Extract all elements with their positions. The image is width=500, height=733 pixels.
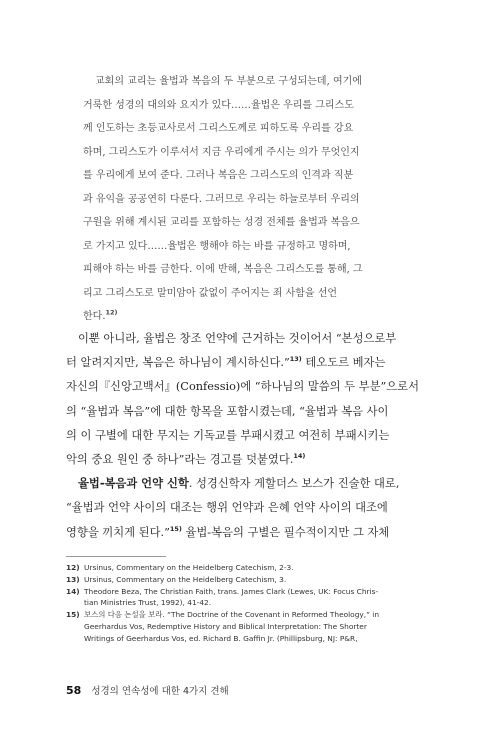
body-line: 이뿐 아니라, 율법은 창조 언약에 근거하는 것이어서 “본성으로부 <box>78 332 397 345</box>
footnote-line: Ursinus, Commentary on the Heidelberg Catechism, 3. <box>84 574 287 584</box>
body-line <box>66 448 423 472</box>
body-line: 자신의『신앙고백서』(Confessio)에 “하나님의 말씀의 두 부분”으로서 <box>66 380 420 394</box>
footnote-12 <box>66 562 423 574</box>
quote-line: 교회의 교리는 율법과 복음의 두 부분으로 구성되는데, 여기에 <box>95 76 362 87</box>
body-line <box>66 351 423 375</box>
body-line-text: 영향을 끼치게 된다.” <box>66 525 170 539</box>
footnote-text <box>84 562 423 574</box>
block-quote <box>83 70 403 329</box>
footnote-14 <box>66 586 423 610</box>
quote-line: 께 인도하는 초등교사로서 그리스도께로 피하도록 우리를 강요 <box>83 123 354 134</box>
footnote-number: 13) <box>66 574 80 584</box>
footnote-line: 보스의 다음 논설을 보라. “The Doctrine of the Covenant in Reformed Theology,” in <box>84 610 380 620</box>
body-line-text: . 성경신학자 게할더스 보스가 진술한 대로, <box>188 477 400 491</box>
footnote-ref-14[interactable]: 14) <box>293 452 306 461</box>
body-line-text: 악의 중요 원인 중 하나”라는 경고를 덧붙였다. <box>66 453 294 467</box>
footnote-ref-12[interactable]: 12) <box>105 308 118 317</box>
page-footer <box>66 683 229 697</box>
footnote-13 <box>66 574 423 586</box>
quote-line: 거룩한 성경의 대의와 요지가 있다……율법은 우리를 그리스도 <box>83 99 354 111</box>
quote-line: 로 가지고 있다……율법은 행해야 하는 바를 규정하고 명하며, <box>83 240 351 252</box>
body-line <box>66 521 423 545</box>
quote-line: 리고 그리스도로 말미암아 값없이 주어지는 죄 사함을 선언 <box>83 287 338 299</box>
footnote-number: 12) <box>66 563 80 572</box>
quote-line: 하며, 그리스도가 이루셔서 지금 우리에게 주시는 의가 무엇인지 <box>83 146 360 158</box>
body-line: “율법과 언약 사이의 대조는 행위 언약과 은혜 언약 사이의 대조에 <box>66 501 388 515</box>
quote-last-text: 한다. <box>83 311 106 322</box>
footnote-divider <box>66 556 166 557</box>
body-text <box>66 327 423 545</box>
page-number: 58 <box>66 684 82 697</box>
footnote-text <box>84 586 423 610</box>
quote-line: 구원을 위해 계시된 교리를 포함하는 성경 전체를 율법과 복음으 <box>83 217 360 228</box>
quote-line: 를 우리에게 보여 준다. 그러나 복음은 그리스도의 인격과 직분 <box>83 170 354 181</box>
body-line <box>66 472 423 496</box>
quote-line-last <box>83 305 403 329</box>
section-heading-inline: 율법-복음과 언약 신학 <box>78 477 189 491</box>
footnote-line: tian Ministries Trust, 1992), 41-42. <box>84 598 212 608</box>
footnotes <box>66 562 423 645</box>
footnote-text <box>84 574 423 586</box>
footnote-text <box>84 609 423 644</box>
footnote-number: 14) <box>66 586 80 596</box>
footnote-line: Geerhardus Vos, Redemptive History and Biblical Interpretation: The Shorter <box>84 621 367 631</box>
footnote-line: Ursinus, Commentary on the Heidelberg Catechism, 2-3. <box>84 563 294 572</box>
footnote-ref-15[interactable]: 15) <box>169 524 182 533</box>
body-line-text: 테오도르 베자는 <box>301 356 386 370</box>
footnote-number: 15) <box>66 610 80 620</box>
quote-line: 피해야 하는 바를 금한다. 이에 반해, 복음은 그리스도를 통해, 그 <box>83 264 363 275</box>
footnote-ref-13[interactable]: 13) <box>289 355 302 364</box>
body-line: 의 이 구별에 대한 무지는 기독교를 부패시켰고 여전히 부패시키는 <box>66 428 390 442</box>
body-line: 의 “율법과 복음”에 대한 항목을 포함시켰는데, “율법과 복음 사이 <box>66 404 389 418</box>
body-line-text: 율법-복음의 구별은 필수적이지만 그 자체 <box>181 525 390 539</box>
footnote-15 <box>66 609 423 644</box>
quote-line: 과 유익을 공공연히 다룬다. 그러므로 우리는 하늘로부터 우리의 <box>83 193 360 205</box>
footnote-line: Theodore Beza, The Christian Faith, trans. James Clark (Lewes, UK: Focus Chris- <box>84 586 379 596</box>
body-line-text: 터 알려지지만, 복음은 하나님이 계시하신다.” <box>66 356 290 370</box>
running-title: 성경의 연속성에 대한 4가지 견해 <box>91 686 229 697</box>
footnote-line: Writings of Geerhardus Vos, ed. Richard B. Gaffin Jr. (Phillipsburg, NJ: P&R, <box>84 633 358 643</box>
